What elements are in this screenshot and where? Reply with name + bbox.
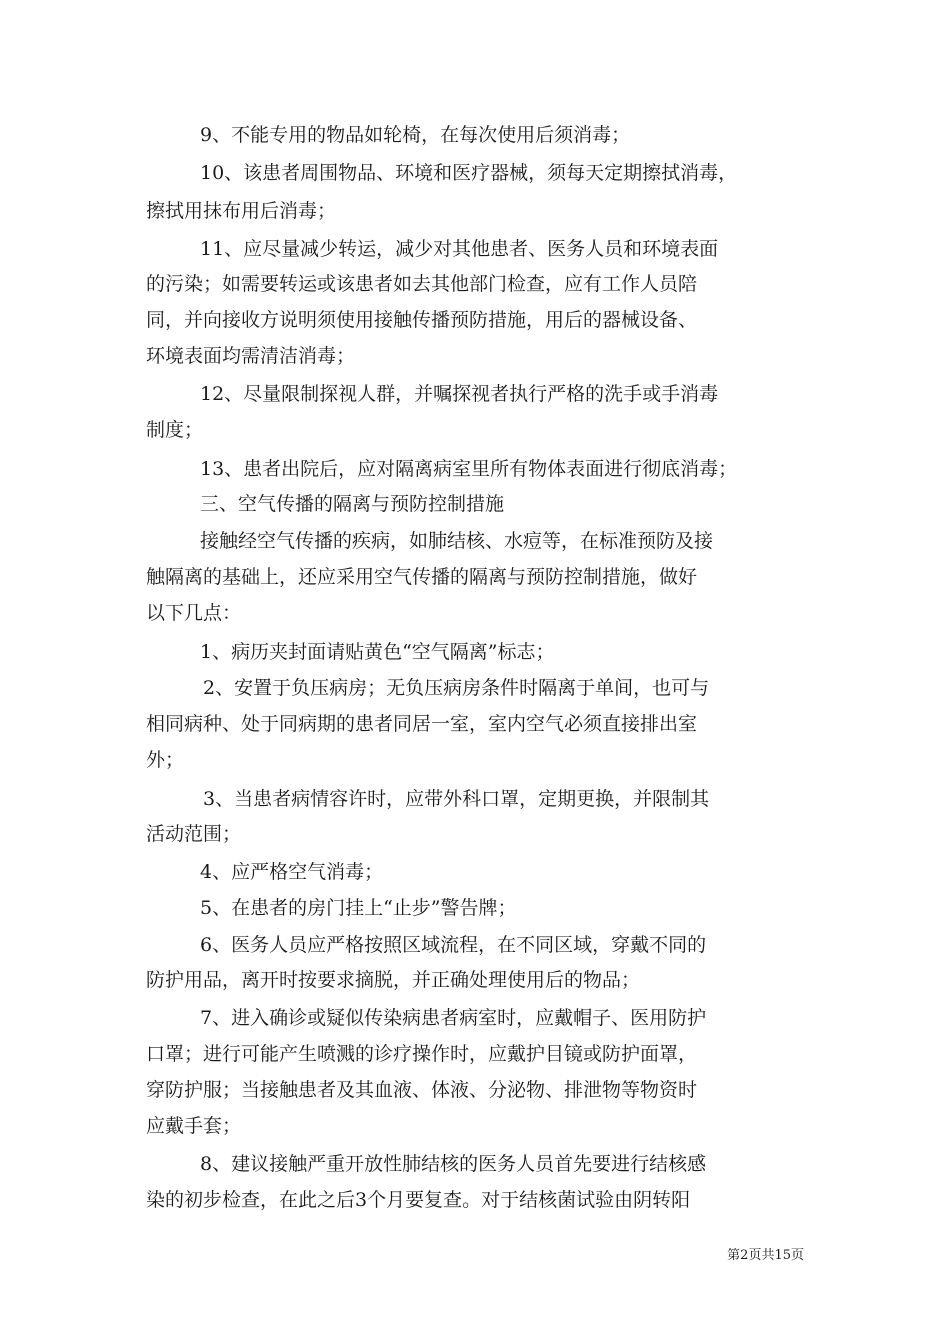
paragraph-line: 外； (146, 749, 185, 771)
page-number: 第2页共15页 (727, 1248, 804, 1263)
paragraph-line: 触隔离的基础上，还应采用空气传播的隔离与预防控制措施，做好 (146, 566, 698, 588)
paragraph-line: 制度； (146, 419, 204, 441)
paragraph-line: 4、应严格空气消毒； (200, 861, 384, 883)
paragraph-line: 2、安置于负压病房；无负压病房条件时隔离于单间，也可与 (203, 677, 710, 699)
paragraph-line: 的污染；如需要转运或该患者如去其他部门检查，应有工作人员陪 (146, 273, 698, 295)
paragraph-line: 3、当患者病情容许时，应带外科口罩，定期更换，并限制其 (203, 788, 710, 810)
paragraph-line: 活动范围； (146, 823, 242, 845)
paragraph-line: 10、该患者周围物品、环境和医疗器械，须每天定期擦拭消毒， (200, 162, 738, 184)
paragraph-line: 9、不能专用的物品如轮椅，在每次使用后须消毒； (200, 124, 631, 146)
paragraph-line: 应戴手套； (146, 1115, 242, 1137)
section-heading: 三、空气传播的隔离与预防控制措施 (200, 493, 505, 515)
paragraph-line: 防护用品，离开时按要求摘脱，并正确处理使用后的物品； (146, 969, 641, 991)
paragraph-line: 11、应尽量减少转运，减少对其他患者、医务人员和环境表面 (200, 238, 719, 260)
paragraph-line: 相同病种、处于同病期的患者同居一室，室内空气必须直接排出室 (146, 713, 698, 735)
paragraph-line: 7、进入确诊或疑似传染病患者病室时，应戴帽子、医用防护 (200, 1007, 707, 1029)
paragraph-line: 接触经空气传播的疾病，如肺结核、水痘等，在标准预防及接 (200, 530, 714, 552)
paragraph-line: 1、病历夹封面请贴黄色“空气隔离”标志； (200, 641, 555, 663)
paragraph-line: 8、建议接触严重开放性肺结核的医务人员首先要进行结核感 (200, 1153, 707, 1175)
paragraph-line: 穿防护服；当接触患者及其血液、体液、分泌物、排泄物等物资时 (146, 1079, 698, 1101)
paragraph-line: 同，并向接收方说明须使用接触传播预防措施，用后的器械设备、 (146, 309, 698, 331)
paragraph-line: 擦拭用抹布用后消毒； (146, 200, 337, 222)
paragraph-line: 13、患者出院后，应对隔离病室里所有物体表面进行彻底消毒； (200, 458, 738, 480)
paragraph-line: 5、在患者的房门挂上“止步”警告牌； (200, 897, 517, 919)
paragraph-line: 染的初步检查，在此之后3个月要复查。对于结核菌试验由阴转阳 (146, 1189, 691, 1211)
paragraph-line: 口罩；进行可能产生喷溅的诊疗操作时，应戴护目镜或防护面罩， (146, 1043, 698, 1065)
paragraph-line: 6、医务人员应严格按照区域流程，在不同区域，穿戴不同的 (200, 934, 707, 956)
paragraph-line: 以下几点： (146, 602, 242, 624)
paragraph-line: 12、尽量限制探视人群，并嘱探视者执行严格的洗手或手消毒 (200, 383, 719, 405)
paragraph-line: 环境表面均需清洁消毒； (146, 345, 356, 367)
